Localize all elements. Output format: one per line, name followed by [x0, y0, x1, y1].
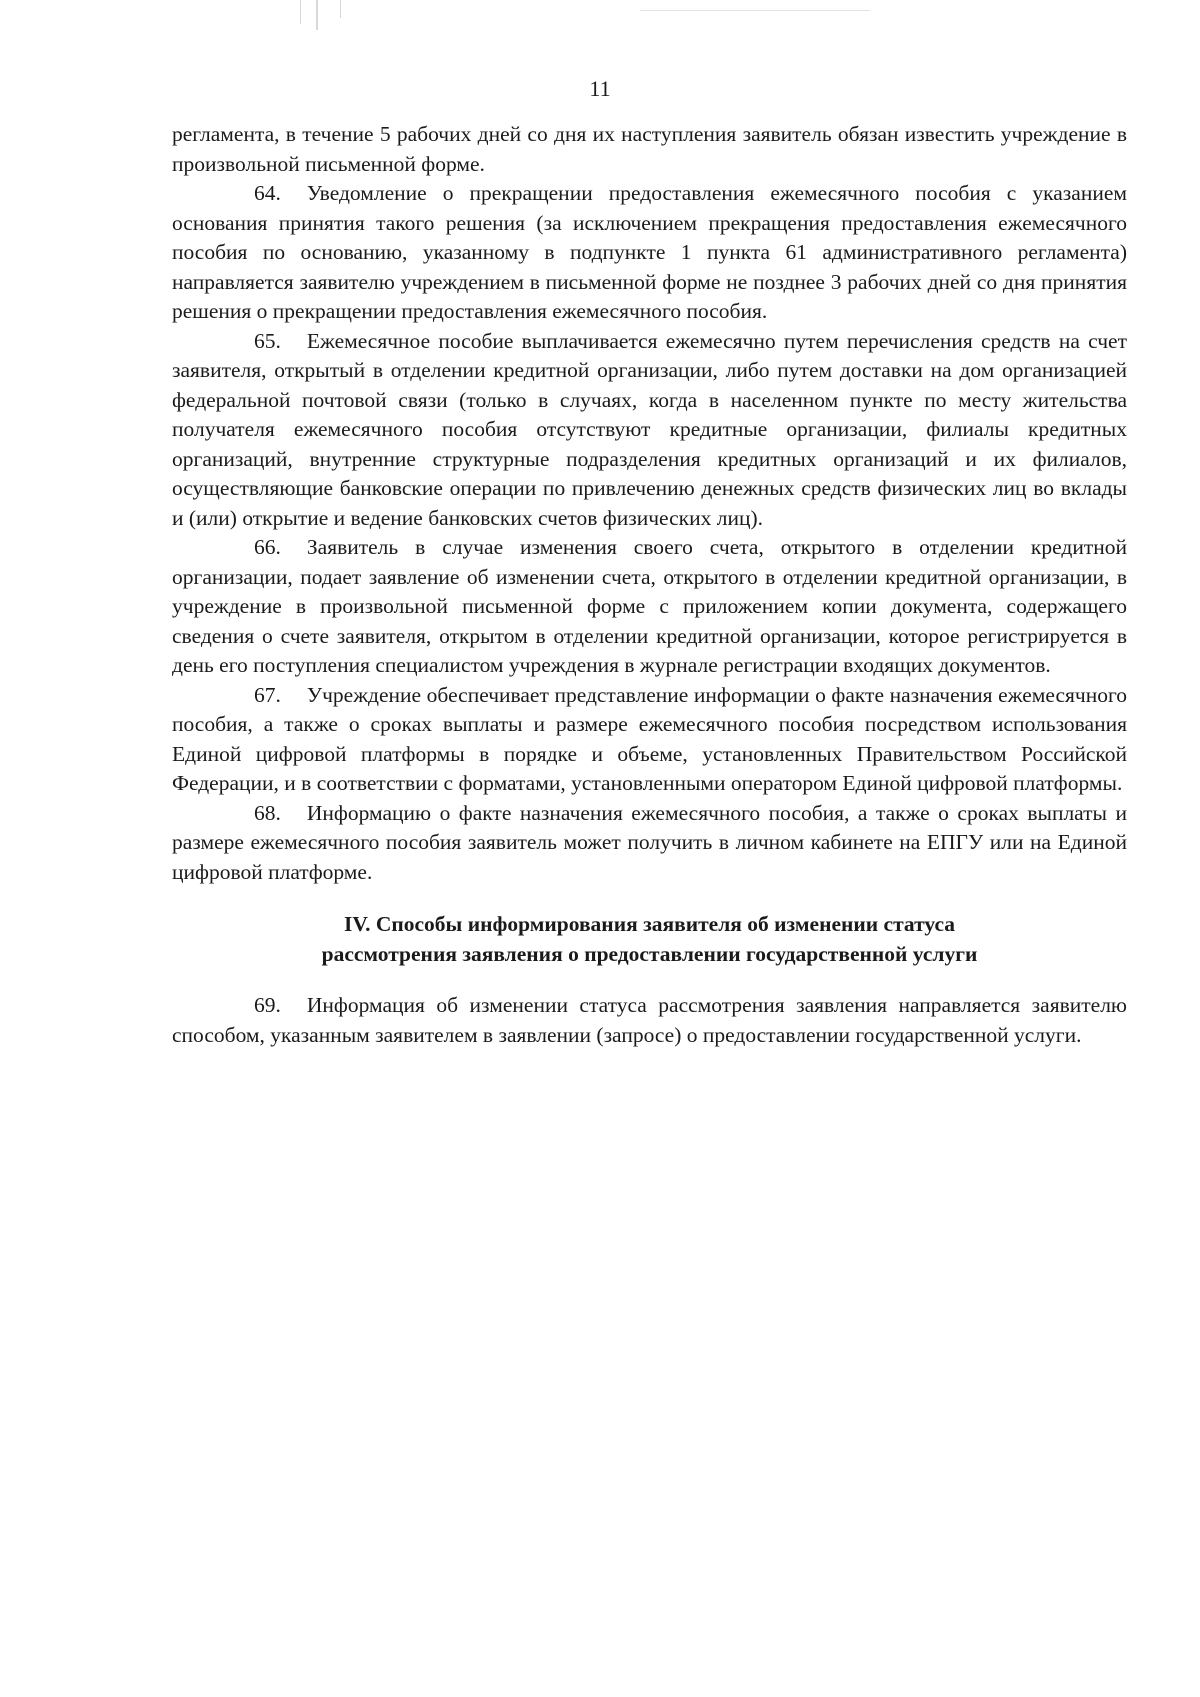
- paragraph-number: 64.: [254, 181, 281, 205]
- paragraph-number: 69.: [254, 993, 281, 1017]
- paragraph-text: Информация об изменении статуса рассмотрения заявления направляется заявителю способом, указанным заявителем в заявлении (запросе) о предоставлении государственной услуги.: [172, 993, 1127, 1047]
- paragraph-text: Заявитель в случае изменения своего счета, открытого в отделении кредитной организации, подает заявление об изменении счета, открытого в отделении кредитной организации, в учреждение в произвольной письменной форме с приложением копии документа, содержащего сведения о счете заявителя, открытом в отделении кредитной организации, которое регистрируется в день его поступления специалистом учреждения в журнале регистрации входящих документов.: [172, 535, 1127, 677]
- paragraph-68: [172, 799, 1127, 888]
- paragraph-66: [172, 533, 1127, 681]
- section-heading: [172, 909, 1127, 969]
- paragraph-text: Информацию о факте назначения ежемесячного пособия, а также о сроках выплаты и размере ежемесячного пособия заявитель может получить в личном кабинете на ЕПГУ или на Единой цифровой платформе.: [172, 800, 1127, 884]
- paragraph-continued: регламента, в течение 5 рабочих дней со дня их наступления заявитель обязан известить учреждение в произвольной письменной форме.: [172, 122, 1127, 176]
- page-number: 11: [589, 76, 611, 101]
- paragraph-69: [172, 991, 1127, 1050]
- paragraph-number: 67.: [254, 682, 281, 707]
- paragraph-number: 65.: [254, 328, 281, 353]
- document-body: [172, 120, 1127, 1050]
- section-heading-line-2: рассмотрения заявления о предоставлении государственной услуги: [321, 942, 978, 966]
- paragraph-text: Ежемесячное пособие выплачивается ежемесячно путем перечисления средств на счет заявителя, открытый в отделении кредитной организации, либо путем доставки на дом организацией федеральной почтовой связи (только в случаях, когда в населенном пункте по месту жительства получателя ежемесячного пособия отсутствуют кредитные организации, филиалы кредитных организаций, внутренние структурные подразделения кредитных организаций и их филиалов, осуществляющие банковские операции по привлечению денежных средств физических лиц во вклады и (или) открытие и ведение банковских счетов физических лиц).: [172, 328, 1127, 530]
- paragraph-text: Учреждение обеспечивает представление информации о факте назначения ежемесячного пособия, а также о сроках выплаты и размере ежемесячного пособия посредством использования Единой цифровой платформы в порядке и объеме, установленных Правительством Российской Федерации, и в соответствии с форматами, установленными оператором Единой цифровой платформы.: [172, 682, 1127, 795]
- paragraph-67: [172, 681, 1127, 799]
- section-heading-line-1: IV. Способы информирования заявителя об изменении статуса: [343, 912, 956, 936]
- paragraph-text: Уведомление о прекращении предоставления ежемесячного пособия с указанием основания принятия такого решения (за исключением прекращения предоставления ежемесячного пособия по основанию, указанному в подпункте 1 пункта 61 административного регламента) направляется заявителю учреждением в письменной форме не позднее 3 рабочих дней со дня принятия решения о прекращении предоставления ежемесячного пособия.: [172, 181, 1127, 323]
- paragraph-number: 68.: [254, 800, 281, 825]
- paragraph-64: [172, 179, 1127, 327]
- paragraph-number: 66.: [254, 535, 281, 559]
- paragraph-65: [172, 327, 1127, 534]
